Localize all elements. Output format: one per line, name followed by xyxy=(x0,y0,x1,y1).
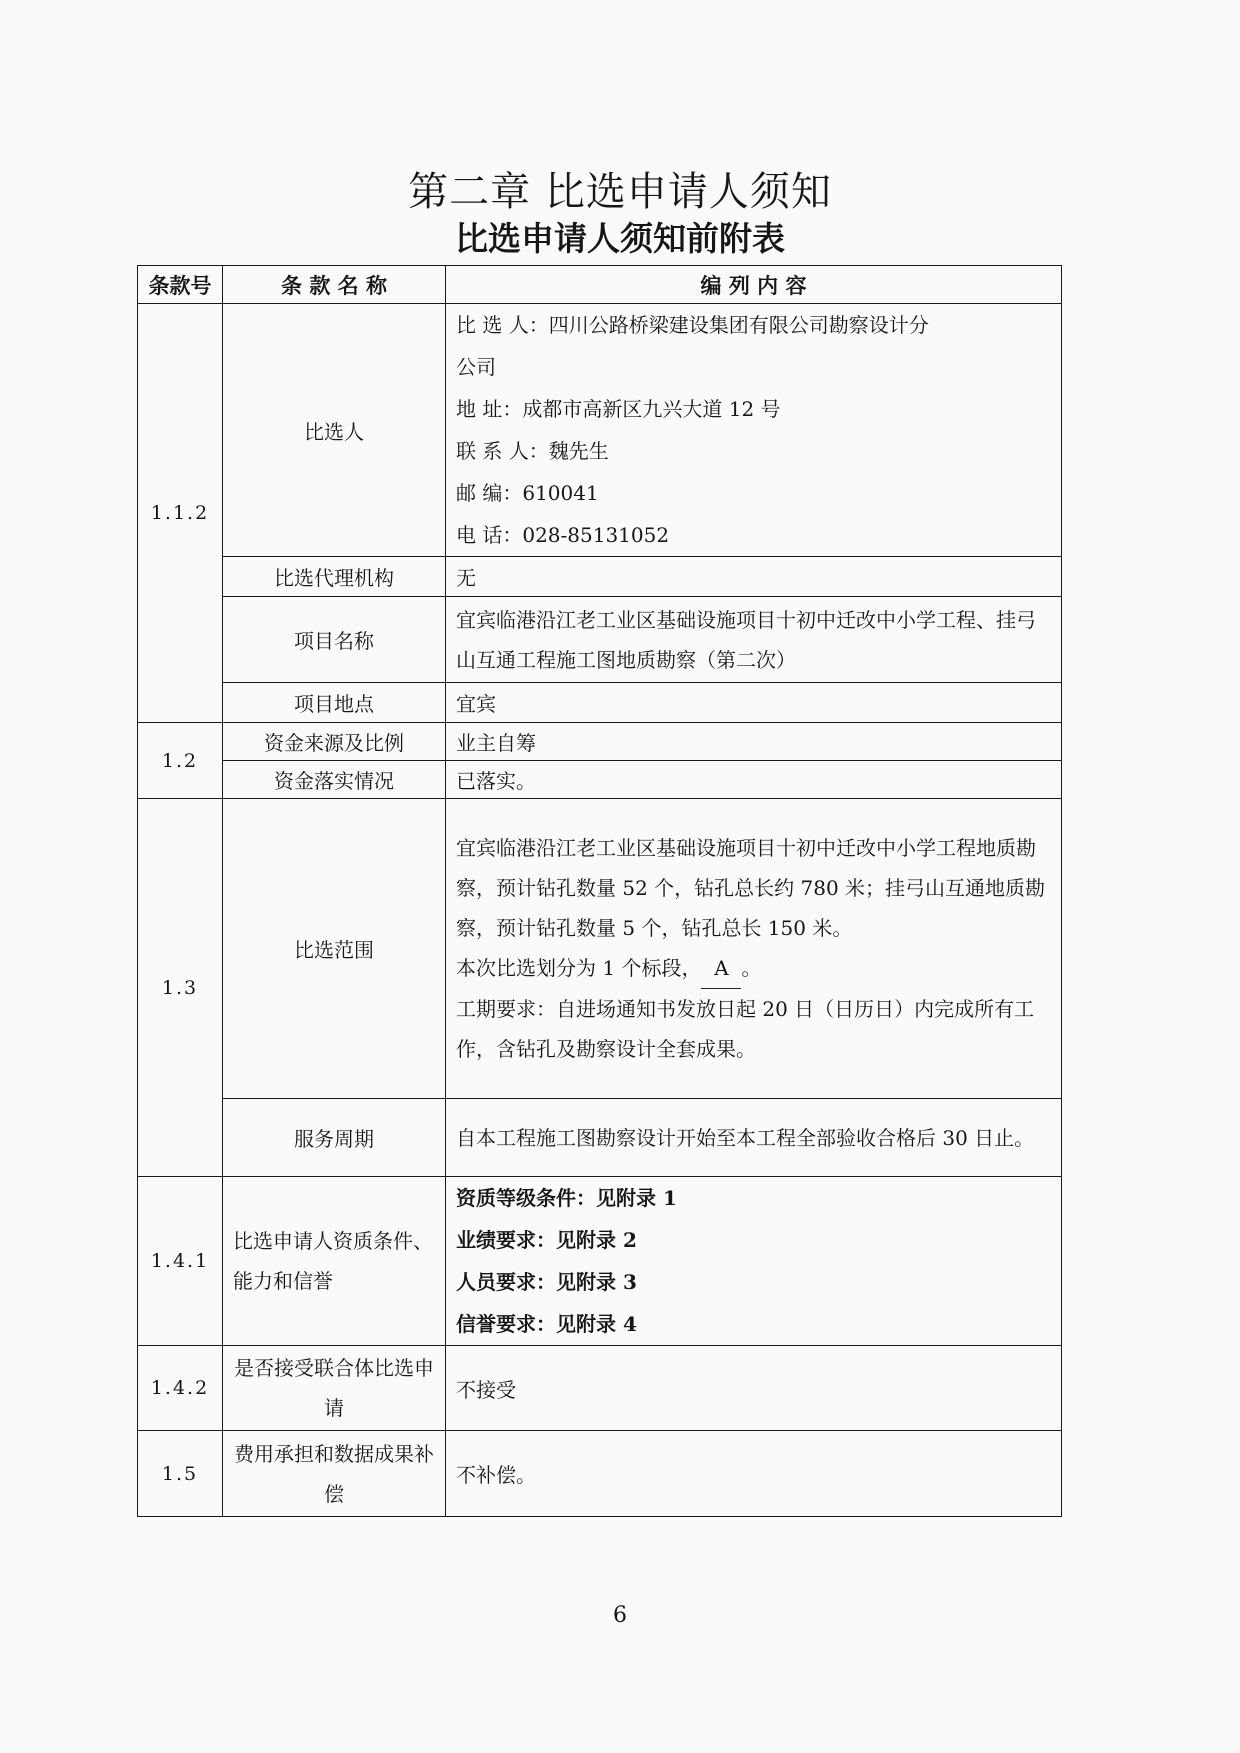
table-title: 比选申请人须知前附表 xyxy=(455,219,785,258)
table-row xyxy=(138,597,1062,683)
lots-line xyxy=(456,948,1051,989)
period-text: 工期要求：自进场通知书发放日起 20 日（日历日）内完成所有工作，含钻孔及勘察设计全套成果。 xyxy=(456,997,1035,1061)
table-row xyxy=(138,723,1062,761)
instructions-table xyxy=(137,265,1062,1517)
clause-content: 不补偿。 xyxy=(446,1431,1062,1517)
clause-content: 无 xyxy=(446,557,1062,597)
content-line: 电 话：028-85131052 xyxy=(456,523,670,547)
table-row xyxy=(138,1099,1062,1177)
clause-content: 已落实。 xyxy=(446,761,1062,799)
clause-name: 比选代理机构 xyxy=(223,557,446,597)
lots-value: A xyxy=(701,948,741,989)
header-clause-name: 条 款 名 称 xyxy=(223,266,446,304)
clause-content: 宜宾临港沿江老工业区基础设施项目十初中迁改中小学工程、挂弓山互通工程施工图地质勘察（第二次） xyxy=(446,597,1062,683)
chapter-title: 第二章 比选申请人须知 xyxy=(408,169,832,215)
lots-prefix: 本次比选划分为 1 个标段， xyxy=(456,956,702,980)
table-row xyxy=(138,683,1062,723)
clause-name: 服务周期 xyxy=(223,1099,446,1177)
clause-name: 项目地点 xyxy=(223,683,446,723)
table-row xyxy=(138,1431,1062,1517)
clause-name: 资金落实情况 xyxy=(223,761,446,799)
clause-content: 业主自筹 xyxy=(446,723,1062,761)
lots-suffix: 。 xyxy=(741,956,762,980)
table-row xyxy=(138,557,1062,597)
clause-number: 1.4.1 xyxy=(138,1177,223,1346)
clause-content: 宜宾 xyxy=(446,683,1062,723)
clause-name: 比选申请人资质条件、能力和信誉 xyxy=(223,1177,446,1346)
table-header-row xyxy=(138,266,1062,304)
content-line: 信誉要求：见附录 4 xyxy=(456,1312,637,1336)
clause-name: 项目名称 xyxy=(223,597,446,683)
clause-number: 1.5 xyxy=(138,1431,223,1517)
content-line: 联 系 人：魏先生 xyxy=(456,439,609,463)
clause-number: 1.1.2 xyxy=(138,304,223,723)
clause-name: 是否接受联合体比选申请 xyxy=(223,1346,446,1431)
content-line: 资质等级条件：见附录 1 xyxy=(456,1186,677,1210)
table-row xyxy=(138,761,1062,799)
table-row xyxy=(138,1346,1062,1431)
content-line: 比 选 人：四川公路桥梁建设集团有限公司勘察设计分 xyxy=(456,313,929,337)
content-line: 地 址：成都市高新区九兴大道 12 号 xyxy=(456,397,781,421)
table-row xyxy=(138,304,1062,557)
content-line: 业绩要求：见附录 2 xyxy=(456,1228,637,1252)
clause-name: 费用承担和数据成果补偿 xyxy=(223,1431,446,1517)
clause-number: 1.3 xyxy=(138,799,223,1177)
table-row xyxy=(138,1177,1062,1346)
content-line: 公司 xyxy=(456,355,496,379)
clause-name: 资金来源及比例 xyxy=(223,723,446,761)
content-line: 人员要求：见附录 3 xyxy=(456,1270,637,1294)
clause-name: 比选人 xyxy=(223,304,446,557)
clause-content: 不接受 xyxy=(446,1346,1062,1431)
content-line: 邮 编：610041 xyxy=(456,481,599,505)
header-content: 编 列 内 容 xyxy=(446,266,1062,304)
clause-content xyxy=(446,304,1062,557)
page-number: 6 xyxy=(613,1603,627,1628)
clause-name: 比选范围 xyxy=(223,799,446,1099)
clause-number: 1.4.2 xyxy=(138,1346,223,1431)
clause-content: 自本工程施工图勘察设计开始至本工程全部验收合格后 30 日止。 xyxy=(446,1099,1062,1177)
clause-content xyxy=(446,799,1062,1099)
clause-number: 1.2 xyxy=(138,723,223,799)
table-row xyxy=(138,799,1062,1099)
clause-content xyxy=(446,1177,1062,1346)
scope-text: 宜宾临港沿江老工业区基础设施项目十初中迁改中小学工程地质勘察，预计钻孔数量 52 个，钻孔总长约 780 米；挂弓山互通地质勘察，预计钻孔数量 5 个，钻孔总长 150 米。 xyxy=(456,836,1046,940)
header-clause-no: 条款号 xyxy=(138,266,223,304)
